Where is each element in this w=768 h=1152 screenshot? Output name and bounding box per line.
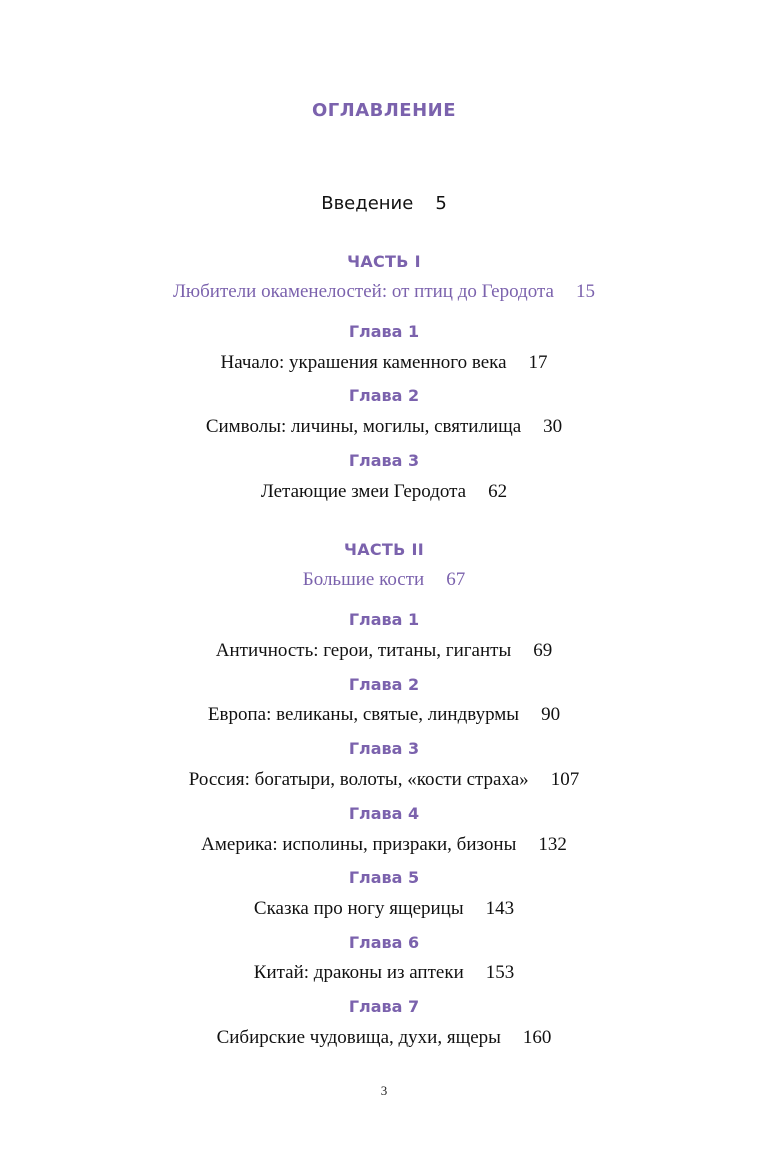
chapter-label: Глава 3 (348, 739, 420, 758)
toc-entry-page: 132 (538, 834, 567, 855)
page-title: ОГЛАВЛЕНИЕ (311, 100, 457, 121)
toc-entry-chapter[interactable] (0, 1027, 768, 1049)
chapter-label: Глава 3 (348, 451, 420, 470)
toc-entry-chapter[interactable] (0, 769, 768, 791)
toc-entry-title: Америка: исполины, призраки, бизоны (201, 834, 517, 855)
toc-entry-part-1[interactable] (0, 281, 768, 303)
toc-entry-chapter[interactable] (0, 704, 768, 726)
toc-entry-intro[interactable] (0, 193, 768, 214)
part-label: ЧАСТЬ II (343, 540, 425, 559)
toc-entry-page: 90 (541, 704, 561, 725)
toc-entry-page: 15 (575, 281, 595, 302)
toc-entry-page: 30 (543, 416, 563, 437)
chapter-label: Глава 4 (348, 804, 420, 823)
chapter-label: Глава 1 (348, 322, 420, 341)
toc-entry-title: Сказка про ногу ящерицы (253, 898, 464, 919)
toc-entry-title: Начало: украшения каменного века (220, 352, 507, 373)
toc-entry-title: Россия: богатыри, волоты, «кости страха» (188, 769, 529, 790)
toc-entry-chapter[interactable] (0, 962, 768, 984)
chapter-label: Глава 2 (348, 386, 420, 405)
toc-entry-page: 69 (533, 640, 553, 661)
toc-entry-title: Античность: герои, титаны, гиганты (215, 640, 512, 661)
toc-entry-page: 5 (435, 193, 447, 214)
chapter-label: Глава 7 (348, 997, 420, 1016)
page-number: 3 (380, 1083, 388, 1098)
toc-entry-page: 153 (485, 962, 515, 983)
toc-entry-chapter[interactable] (0, 352, 768, 374)
toc-entry-title: Символы: личины, могилы, святилища (205, 416, 522, 437)
chapter-label: Глава 1 (348, 610, 420, 629)
toc-entry-page: 107 (550, 769, 580, 790)
toc-entry-title: Китай: драконы из аптеки (253, 962, 464, 983)
toc-entry-chapter[interactable] (0, 898, 768, 920)
toc-entry-title: Сибирские чудовища, духи, ящеры (216, 1027, 501, 1048)
chapter-label: Глава 2 (348, 675, 420, 694)
toc-entry-chapter[interactable] (0, 481, 768, 503)
chapter-label: Глава 5 (348, 868, 420, 887)
toc-entry-chapter[interactable] (0, 416, 768, 438)
toc-entry-page: 67 (446, 569, 466, 590)
toc-entry-chapter[interactable] (0, 834, 768, 856)
toc-entry-title: Введение (321, 193, 414, 214)
toc-entry-title: Европа: великаны, святые, линдвурмы (207, 704, 520, 725)
chapter-label: Глава 6 (348, 933, 420, 952)
toc-entry-title: Летающие змеи Геродота (260, 481, 467, 502)
toc-entry-page: 17 (528, 352, 548, 373)
toc-entry-part-2[interactable] (0, 569, 768, 591)
toc-entry-title: Большие кости (302, 569, 425, 590)
toc-entry-chapter[interactable] (0, 640, 768, 662)
part-label: ЧАСТЬ I (347, 252, 421, 271)
toc-entry-title: Любители окаменелостей: от птиц до Геродота (173, 281, 554, 302)
toc-entry-page: 62 (488, 481, 508, 502)
toc-entry-page: 160 (522, 1027, 552, 1048)
toc-entry-page: 143 (485, 898, 515, 919)
